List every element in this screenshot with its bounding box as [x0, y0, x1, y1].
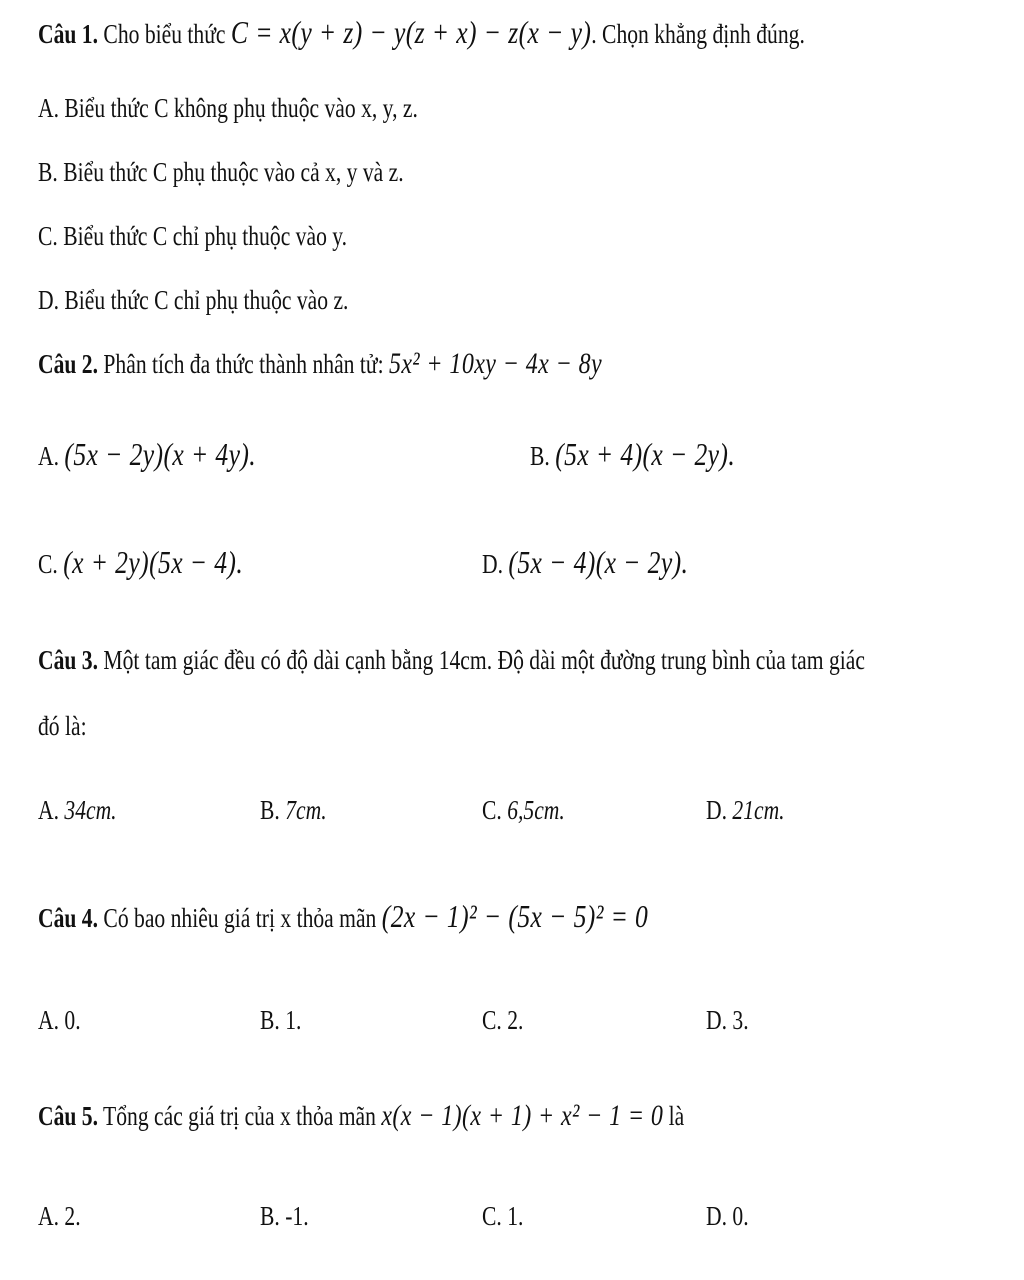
option-value: 2. [64, 1201, 81, 1231]
question-4-option-c [482, 1000, 523, 1040]
option-label: B. [260, 795, 280, 825]
option-value: 0. [64, 1005, 81, 1035]
option-label: D. [482, 549, 503, 579]
question-3-stem [38, 640, 865, 680]
question-2-option-b [530, 434, 735, 476]
question-4-number: Câu 4. [38, 903, 99, 933]
question-5-expression: x(x − 1)(x + 1) + x² − 1 = 0 [381, 1099, 664, 1132]
question-3-option-b [260, 790, 327, 830]
option-label: A. [38, 1005, 59, 1035]
option-value: 6,5cm. [507, 795, 565, 825]
option-value: 1. [507, 1201, 524, 1231]
question-2-option-d [482, 542, 688, 584]
question-4-stem [38, 896, 648, 938]
option-label: A. [38, 1201, 59, 1231]
option-value: 21cm. [732, 795, 785, 825]
question-5-text-after: là [668, 1101, 685, 1131]
option-label: C. [38, 549, 58, 579]
question-3-text-line2: đó là: [38, 711, 87, 741]
question-4-text: Có bao nhiêu giá trị x thỏa mãn [103, 903, 377, 933]
question-1-option-b: B. Biểu thức C phụ thuộc vào cả x, y và z. [38, 157, 404, 187]
option-label: C. [482, 1005, 502, 1035]
question-5-option-b [260, 1196, 309, 1236]
option-value: 2. [507, 1005, 524, 1035]
question-2-text: Phân tích đa thức thành nhân tử: [103, 349, 384, 379]
option-value: 0. [732, 1201, 749, 1231]
question-3-text: Một tam giác đều có độ dài cạnh bằng 14cm. Độ dài một đường trung bình của tam giác [103, 645, 865, 675]
option-label: C. [482, 1201, 502, 1231]
question-5-option-c [482, 1196, 523, 1236]
question-2-option-c [38, 542, 243, 584]
question-5-text: Tổng các giá trị của x thỏa mãn [103, 1101, 376, 1131]
option-value: (x + 2y)(5x − 4). [63, 544, 244, 580]
question-5-number: Câu 5. [38, 1101, 99, 1131]
option-value: 1. [285, 1005, 302, 1035]
option-label: B. [260, 1005, 280, 1035]
option-label: A. [38, 795, 59, 825]
option-label: B. [260, 1201, 280, 1231]
question-3-option-d [706, 790, 785, 830]
option-value: 34cm. [64, 795, 117, 825]
question-5-option-d [706, 1196, 749, 1236]
option-label: A. [38, 441, 59, 471]
option-value: 3. [732, 1005, 749, 1035]
question-2-stem [38, 344, 602, 384]
question-1-stem [38, 12, 805, 54]
question-1-option-c: C. Biểu thức C chỉ phụ thuộc vào y. [38, 221, 348, 251]
question-3-number: Câu 3. [38, 645, 99, 675]
option-label: D. [706, 1005, 727, 1035]
question-1-text-after: . Chọn khẳng định đúng. [591, 19, 805, 49]
option-value: (5x + 4)(x − 2y). [555, 436, 736, 472]
question-1-option-a: A. Biểu thức C không phụ thuộc vào x, y, z. [38, 93, 418, 123]
question-1-option-d: D. Biểu thức C chỉ phụ thuộc vào z. [38, 285, 349, 315]
option-label: D. [706, 795, 727, 825]
question-1-expression: C = x(y + z) − y(z + x) − z(x − y) [230, 14, 592, 50]
question-4-option-d [706, 1000, 749, 1040]
question-4-option-b [260, 1000, 301, 1040]
question-3-option-c [482, 790, 565, 830]
question-4-option-a [38, 1000, 81, 1040]
question-5-stem [38, 1096, 684, 1136]
question-2-expression: 5x² + 10xy − 4x − 8y [388, 347, 603, 380]
option-value: -1. [285, 1201, 309, 1231]
option-value: (5x − 4)(x − 2y). [508, 544, 689, 580]
option-label: B. [530, 441, 550, 471]
option-label: D. [706, 1201, 727, 1231]
question-3-option-a [38, 790, 117, 830]
option-label: C. [482, 795, 502, 825]
option-value: (5x − 2y)(x + 4y). [64, 436, 257, 472]
question-2-number: Câu 2. [38, 349, 99, 379]
question-1-number: Câu 1. [38, 19, 99, 49]
question-2-option-a [38, 434, 256, 476]
option-value: 7cm. [285, 795, 327, 825]
question-4-expression: (2x − 1)² − (5x − 5)² = 0 [381, 898, 649, 934]
question-1-text: Cho biểu thức [103, 19, 226, 49]
question-5-option-a [38, 1196, 81, 1236]
